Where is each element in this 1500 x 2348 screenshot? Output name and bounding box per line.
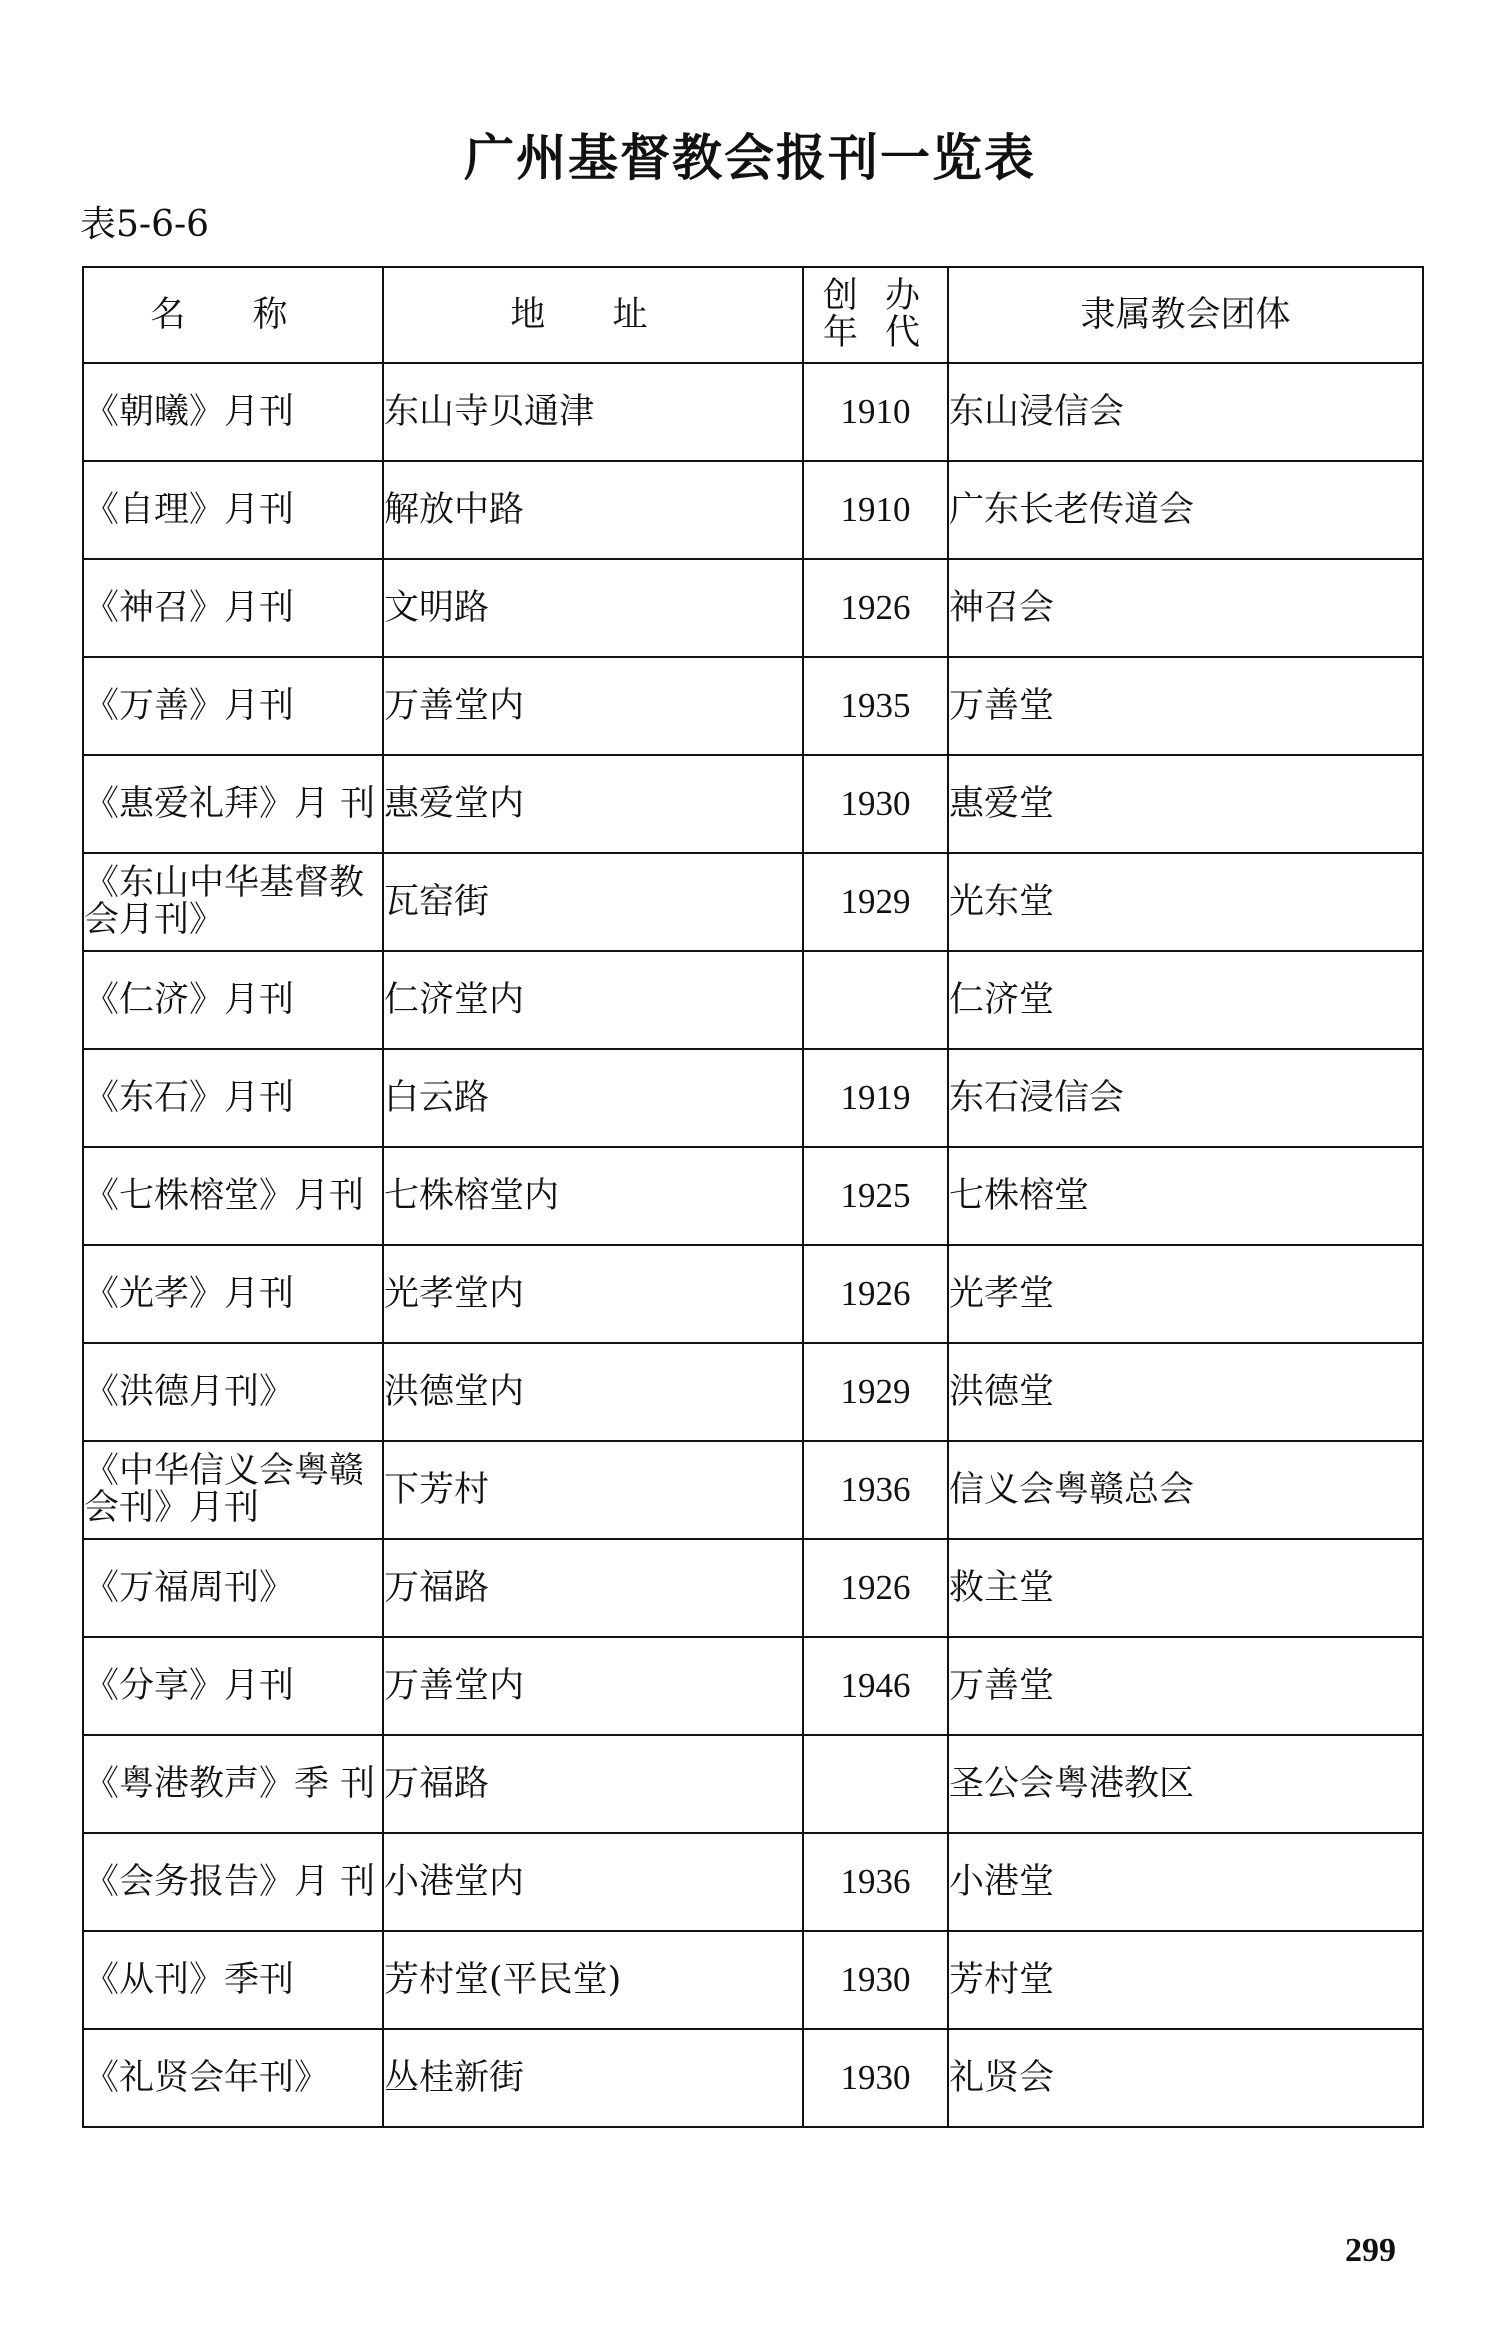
- cell-year: 1946: [803, 1637, 948, 1735]
- cell-name: 《万善》月刊: [83, 657, 383, 755]
- periodicals-table: [82, 266, 1424, 2128]
- header-address: 地 址: [383, 267, 803, 363]
- table-row: [83, 1833, 1423, 1931]
- cell-year: 1930: [803, 1931, 948, 2029]
- cell-year: 1925: [803, 1147, 948, 1245]
- table-row: [83, 1245, 1423, 1343]
- table-row: [83, 853, 1423, 951]
- cell-name: 《自理》月刊: [83, 461, 383, 559]
- table-row: [83, 1147, 1423, 1245]
- cell-name: 《东石》月刊: [83, 1049, 383, 1147]
- cell-year: 1910: [803, 363, 948, 461]
- cell-org: 惠爱堂: [948, 755, 1423, 853]
- cell-year: 1910: [803, 461, 948, 559]
- cell-address: 白云路: [383, 1049, 803, 1147]
- cell-org: 七株榕堂: [948, 1147, 1423, 1245]
- cell-org: 洪德堂: [948, 1343, 1423, 1441]
- cell-address: 七株榕堂内: [383, 1147, 803, 1245]
- cell-year: 1936: [803, 1441, 948, 1539]
- cell-address: 万福路: [383, 1539, 803, 1637]
- cell-year: 1919: [803, 1049, 948, 1147]
- cell-address: 惠爱堂内: [383, 755, 803, 853]
- cell-name: 《万福周刊》: [83, 1539, 383, 1637]
- table-row: [83, 1931, 1423, 2029]
- header-affiliation: 隶属教会团体: [948, 267, 1423, 363]
- table-row: [83, 363, 1423, 461]
- cell-name: 《洪德月刊》: [83, 1343, 383, 1441]
- cell-address: 万善堂内: [383, 1637, 803, 1735]
- cell-year: 1935: [803, 657, 948, 755]
- table-row: [83, 1441, 1423, 1539]
- cell-org: 礼贤会: [948, 2029, 1423, 2127]
- cell-address: 光孝堂内: [383, 1245, 803, 1343]
- table-row: [83, 657, 1423, 755]
- table-row: [83, 951, 1423, 1049]
- table-row: [83, 1735, 1423, 1833]
- cell-name: 《东山中华基督教会月刊》: [83, 853, 383, 951]
- cell-address: 万善堂内: [383, 657, 803, 755]
- cell-name: 《中华信义会粤赣会刊》月刊: [83, 1441, 383, 1539]
- cell-year: 1926: [803, 559, 948, 657]
- cell-year: [803, 1735, 948, 1833]
- table-row: [83, 461, 1423, 559]
- cell-year: 1926: [803, 1539, 948, 1637]
- cell-year: 1929: [803, 853, 948, 951]
- table-row: [83, 1539, 1423, 1637]
- cell-year: 1930: [803, 2029, 948, 2127]
- cell-year: 1930: [803, 755, 948, 853]
- table-row: [83, 1049, 1423, 1147]
- cell-year: 1929: [803, 1343, 948, 1441]
- table-number: 表5-6-6: [80, 204, 210, 245]
- cell-name: 《惠爱礼拜》月 刊: [83, 755, 383, 853]
- cell-name: 《神召》月刊: [83, 559, 383, 657]
- table-header-row: [83, 267, 1423, 363]
- cell-org: 信义会粤赣总会: [948, 1441, 1423, 1539]
- cell-address: 小港堂内: [383, 1833, 803, 1931]
- cell-org: 光东堂: [948, 853, 1423, 951]
- cell-name: 《粤港教声》季 刊: [83, 1735, 383, 1833]
- cell-address: 芳村堂(平民堂): [383, 1931, 803, 2029]
- header-founded: [803, 267, 948, 363]
- table-row: [83, 1343, 1423, 1441]
- cell-name: 《从刊》季刊: [83, 1931, 383, 2029]
- cell-name: 《分享》月刊: [83, 1637, 383, 1735]
- cell-org: 神召会: [948, 559, 1423, 657]
- table-row: [83, 755, 1423, 853]
- cell-name: 《礼贤会年刊》: [83, 2029, 383, 2127]
- cell-org: 东山浸信会: [948, 363, 1423, 461]
- header-founded-line2: 年 代: [822, 313, 929, 353]
- page-number: 299: [1345, 2232, 1396, 2269]
- header-name: 名 称: [83, 267, 383, 363]
- cell-address: 下芳村: [383, 1441, 803, 1539]
- cell-org: 芳村堂: [948, 1931, 1423, 2029]
- table-row: [83, 2029, 1423, 2127]
- header-founded-line1: 创 办: [822, 276, 929, 317]
- cell-name: 《七株榕堂》月刊: [83, 1147, 383, 1245]
- cell-address: 解放中路: [383, 461, 803, 559]
- cell-name: 《会务报告》月 刊: [83, 1833, 383, 1931]
- cell-org: 光孝堂: [948, 1245, 1423, 1343]
- cell-year: 1936: [803, 1833, 948, 1931]
- cell-org: 仁济堂: [948, 951, 1423, 1049]
- cell-address: 万福路: [383, 1735, 803, 1833]
- cell-name: 《仁济》月刊: [83, 951, 383, 1049]
- cell-address: 仁济堂内: [383, 951, 803, 1049]
- cell-org: 广东长老传道会: [948, 461, 1423, 559]
- cell-org: 万善堂: [948, 657, 1423, 755]
- cell-address: 瓦窑街: [383, 853, 803, 951]
- cell-org: 圣公会粤港教区: [948, 1735, 1423, 1833]
- cell-address: 丛桂新街: [383, 2029, 803, 2127]
- cell-org: 万善堂: [948, 1637, 1423, 1735]
- cell-address: 东山寺贝通津: [383, 363, 803, 461]
- page-title: 广州基督教会报刊一览表: [464, 129, 1036, 187]
- cell-address: 文明路: [383, 559, 803, 657]
- cell-name: 《朝曦》月刊: [83, 363, 383, 461]
- cell-org: 小港堂: [948, 1833, 1423, 1931]
- table-row: [83, 559, 1423, 657]
- cell-address: 洪德堂内: [383, 1343, 803, 1441]
- cell-year: 1926: [803, 1245, 948, 1343]
- cell-year: [803, 951, 948, 1049]
- cell-name: 《光孝》月刊: [83, 1245, 383, 1343]
- cell-org: 东石浸信会: [948, 1049, 1423, 1147]
- cell-org: 救主堂: [948, 1539, 1423, 1637]
- table-row: [83, 1637, 1423, 1735]
